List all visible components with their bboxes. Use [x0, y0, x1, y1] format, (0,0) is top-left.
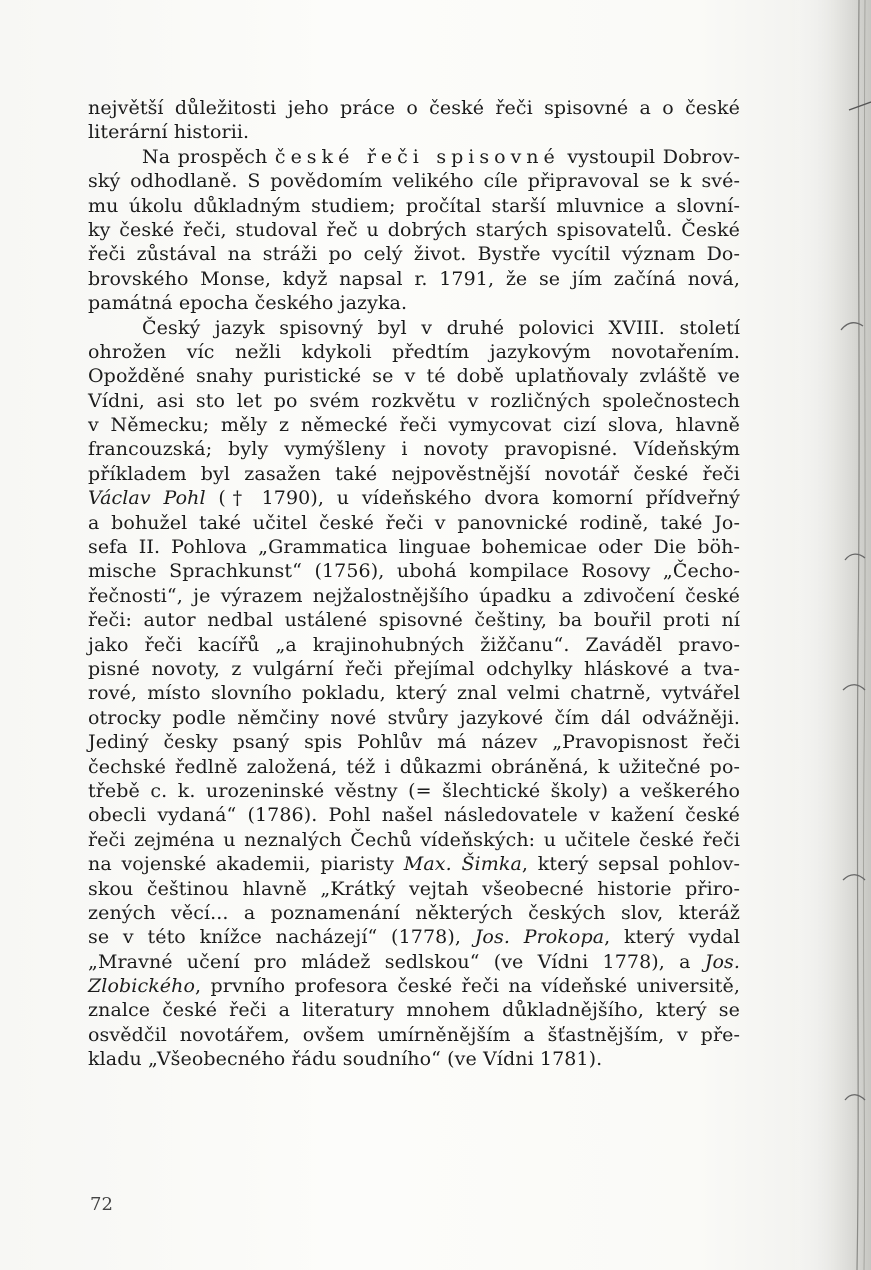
text-segment: brovského Monse, když napsal r. 1791, že se jím začíná nová,: [88, 267, 740, 290]
text-segment: ohrožen víc nežli kdykoli předtím jazykovým novotařením.: [88, 340, 740, 363]
text-segment: mu úkolu důkladným studiem; pročítal starší mluvnice a slovní-: [88, 194, 740, 217]
text-segment: jako řeči kacířů „a krajinohubných žižčanu“. Zaváděl pravo-: [88, 633, 740, 656]
text-line: [88, 950, 740, 974]
text-segment: otrocky podle němčiny nové stvůry jazykové čím dál odvážněji.: [88, 706, 740, 729]
text-segment: zených věcí... a poznamenání některých českých slov, kteráž: [88, 901, 740, 924]
text-segment: , který vydal: [604, 926, 740, 949]
text-segment: na vojenské akademii, piaristy: [88, 853, 404, 876]
text-line: [88, 852, 740, 876]
text-line: [88, 681, 740, 705]
text-segment: znalce české řeči a literatury mnohem důkladnějšího, který se: [88, 999, 740, 1022]
text-segment: , prvního profesora české řeči na vídeňské universitě,: [195, 975, 740, 998]
body-text: [88, 96, 740, 1072]
text-segment: ky české řeči, studoval řeč u dobrých starých spisovatelů. České: [88, 218, 740, 241]
text-line: [88, 998, 740, 1022]
text-segment: řečnosti“, je výrazem nejžalostnějšího úpadku a zdivočení české: [88, 584, 740, 607]
text-line: [88, 291, 740, 315]
text-line: [88, 242, 740, 266]
text-line: [88, 1047, 740, 1071]
text-segment: literární historii.: [88, 121, 250, 144]
page-number: 72: [90, 1194, 113, 1215]
text-line: [88, 730, 740, 754]
text-segment: Max. Šimka: [403, 853, 522, 876]
text-segment: francouzská; byly vymýšleny i novoty pravopisné. Vídeňským: [88, 438, 740, 461]
text-line: [88, 925, 740, 949]
text-segment: Opožděné snahy puristické se v té době uplatňovaly zvláště ve: [88, 365, 740, 388]
text-line: [88, 437, 740, 461]
text-segment: osvědčil novotářem, ovšem umírněnějším a šťastnějším, v pře-: [88, 1023, 740, 1046]
text-line: [88, 316, 740, 340]
text-line: [88, 389, 740, 413]
text-line: [88, 96, 740, 120]
text-segment: skou češtinou hlavně „Krátký vejtah všeobecné historie přiro-: [88, 877, 740, 900]
text-line: [88, 901, 740, 925]
text-segment: Jos.: [704, 950, 740, 973]
text-segment: památná epocha českého jazyka.: [88, 292, 408, 315]
text-segment: se v této knížce nacházejí“ (1778),: [88, 926, 475, 949]
text-segment: české řeči spisovné: [274, 145, 560, 168]
text-line: [88, 974, 740, 998]
text-segment: řeči: autor nedbal ustálené spisovné češtiny, ba bouřil proti ní: [88, 609, 740, 632]
text-line: [88, 828, 740, 852]
text-segment: sefa II. Pohlova „Grammatica linguae bohemicae oder Die böh-: [88, 536, 740, 559]
text-segment: Jos. Prokopa: [474, 926, 605, 949]
text-line: [88, 218, 740, 242]
text-segment: rové, místo slovního pokladu, který znal velmi chatrně, vytvářel: [88, 682, 740, 705]
text-segment: „Mravné učení pro mládež sedlskou“ (ve Vídni 1778), a: [88, 950, 705, 973]
text-line: [88, 706, 740, 730]
text-segment: kladu „Všeobecného řádu soudního“ (ve Vídni 1781).: [88, 1048, 603, 1071]
text-line: [88, 657, 740, 681]
text-segment: Václav Pohl: [88, 487, 206, 510]
text-segment: největší důležitosti jeho práce o české řeči spisovné a o české: [88, 97, 740, 119]
text-line: [88, 1023, 740, 1047]
text-segment: Zlobického: [88, 975, 196, 998]
text-segment: a bohužel také učitel české řeči v panovnické rodině, také Jo-: [88, 511, 740, 534]
text-line: [88, 877, 740, 901]
text-segment: Vídni, asi sto let po svém rozkvětu v rozličných společnostech: [88, 389, 740, 412]
text-segment: mische Sprachkunst“ (1756), ubohá kompilace Rosovy „Čecho-: [88, 560, 740, 583]
text-segment: Na prospěch: [142, 145, 275, 168]
text-segment: Jediný česky psaný spis Pohlův má název „Pravopisnost řeči: [88, 731, 740, 754]
text-segment: ský odhodlaně. S povědomím velikého cíle připravoval se k své-: [88, 170, 740, 193]
binding-spine: [791, 0, 871, 1270]
text-line: [88, 169, 740, 193]
text-line: [88, 340, 740, 364]
text-segment: třebě c. k. urozeninské věstny (= šlechtické školy) a veškerého: [88, 779, 740, 802]
text-segment: řeči zejména u neznalých Čechů vídeňských: u učitele české řeči: [88, 828, 740, 851]
text-line: [88, 633, 740, 657]
text-segment: Český jazyk spisovný byl v druhé polovici XVIII. století: [142, 316, 740, 339]
text-segment: obecli vydaná“ (1786). Pohl našel následovatele v kažení české: [88, 804, 740, 827]
text-line: [88, 413, 740, 437]
text-line: [88, 511, 740, 535]
text-segment: († 1790), u vídeňského dvora komorní přídveřný: [205, 487, 740, 510]
text-line: [88, 779, 740, 803]
text-segment: pisné novoty, z vulgární řeči přejímal odchylky hláskové a tva-: [88, 657, 740, 680]
text-line: [88, 803, 740, 827]
text-line: [88, 145, 740, 169]
text-segment: , který sepsal pohlov-: [521, 853, 741, 876]
text-segment: příkladem byl zasažen také nejpověstnější novotář české řeči: [88, 462, 740, 485]
text-line: [88, 462, 740, 486]
text-line: [88, 267, 740, 291]
text-line: [88, 584, 740, 608]
text-line: [88, 559, 740, 583]
text-segment: řeči zůstával na stráži po celý život. Bystře vycítil význam Do-: [88, 243, 740, 266]
text-line: [88, 608, 740, 632]
text-segment: vystoupil Dobrov-: [559, 145, 740, 168]
text-line: [88, 364, 740, 388]
text-line: [88, 535, 740, 559]
text-segment: čechské ředlně založená, též i důkazmi obráněná, k užitečné po-: [88, 755, 740, 778]
text-line: [88, 120, 740, 144]
text-segment: v Německu; měly z německé řeči vymycovat cizí slova, hlavně: [88, 414, 740, 437]
text-line: [88, 755, 740, 779]
text-line: [88, 486, 740, 510]
text-line: [88, 194, 740, 218]
